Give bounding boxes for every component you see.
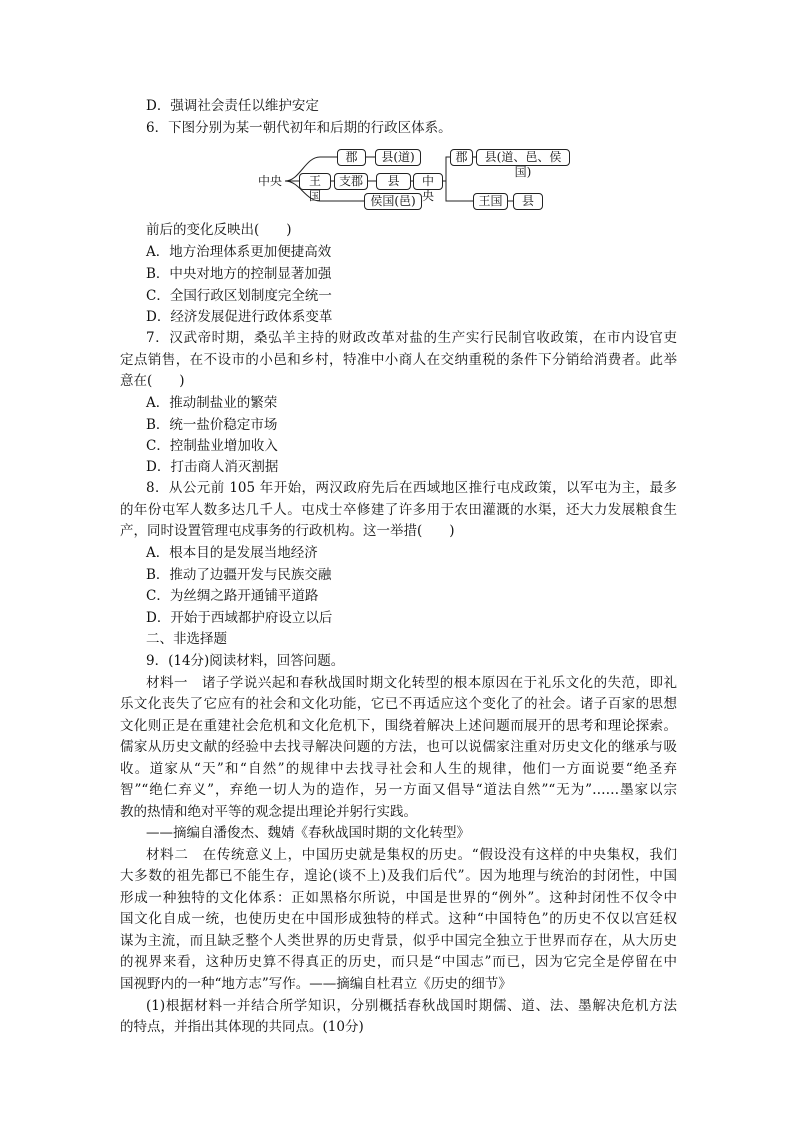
q7-option-d: D．打击商人消灭割据 — [146, 459, 279, 475]
q5-option-d: D．强调社会责任以维护安定 — [146, 98, 319, 114]
right-jun-box: 郡 — [450, 149, 473, 166]
material-1-line-4: 儒家从历史文献的经验中去找寻解决问题的方法，也可以说儒家注重对历史文化的继承与吸 — [120, 739, 677, 755]
left-jun-box: 郡 — [337, 149, 366, 166]
q6-option-c: C．全国行政区划制度完全统一 — [146, 288, 332, 304]
left-xian-box: 县 — [376, 173, 411, 190]
left-xian-dao-box: 县(道) — [375, 149, 421, 166]
q8-line-3: 产，同时设置管理屯戍事务的行政机构。这一举措( ) — [120, 523, 455, 539]
material-2-line-5: 谋为主流，而且缺乏整个人类世界的历史背景，似乎中国完全独立于世界而存在，从大历史 — [120, 933, 677, 949]
q7-line-3: 意在( ) — [120, 373, 185, 389]
right-center-box: 中央 — [413, 173, 443, 190]
left-wangguo-box: 王国 — [299, 173, 331, 190]
q7-line-1: 7．汉武帝时期，桑弘羊主持的财政改革对盐的生产实行民制官收政策，在市内设官吏 — [146, 330, 677, 346]
section-2-heading: 二、非选择题 — [146, 631, 227, 647]
q7-option-a: A．推动制盐业的繁荣 — [146, 395, 278, 411]
q7-line-2: 定点销售，在不设市的小邑和乡村，特准中小商人在交纳重税的条件下分销给消费者。此举 — [120, 352, 677, 368]
material-1-source: ——摘编自潘俊杰、魏婧《春秋战国时期的文化转型》 — [146, 825, 470, 841]
material-1-line-2: 乐文化丧失了它应有的社会和文化功能，它已不再适应这个变化了的社会。诸子百家的思想 — [120, 696, 677, 712]
left-houguo-box: 侯国(邑) — [364, 193, 422, 210]
left-zhijun-box: 支郡 — [334, 173, 368, 190]
q8-option-d: D．开始于西域都护府设立以后 — [146, 610, 333, 626]
right-xian-multi-box: 县(道、邑、侯国) — [476, 149, 570, 166]
right-wangguo-box: 王国 — [473, 193, 508, 210]
material-2-line-1: 材料二 在传统意义上，中国历史就是集权的历史。“假设没有这样的中央集权，我们 — [146, 847, 677, 863]
left-center-label: 中央 — [258, 174, 283, 188]
material-1-line-1: 材料一 诸子学说兴起和春秋战国时期文化转型的根本原因在于礼乐文化的失范，即礼 — [146, 675, 677, 691]
q6-option-d: D．经济发展促进行政体系变革 — [146, 309, 333, 325]
q6-question: 前后的变化反映出( ) — [146, 222, 292, 238]
material-2-line-2: 大多数的祖先都已不能生存，遑论(谈不上)及我们后代”。因为地理与统治的封闭性，中国 — [120, 868, 677, 884]
q8-option-c: C．为丝绸之路开通铺平道路 — [146, 588, 319, 604]
question-9-stem: 9．(14分)阅读材料，回答问题。 — [146, 653, 345, 669]
q7-option-c: C．控制盐业增加收入 — [146, 438, 278, 454]
material-1-line-7: 教的热情和绝对平等的观念提出理论并躬行实践。 — [120, 804, 417, 820]
material-2-line-3: 形成一种独特的文化体系：正如黑格尔所说，中国是世界的“例外”。这种封闭性不仅令中 — [120, 890, 677, 906]
q6-option-b: B．中央对地方的控制显著加强 — [146, 266, 332, 282]
q9-sub1-line-2: 的特点，并指出其体现的共同点。(10分) — [120, 1019, 364, 1035]
material-1-line-5: 收。道家从“天”和“自然”的规律中去找寻社会和人生的规律，他们一方面说要“绝圣弃 — [120, 761, 677, 777]
material-2-line-4: 国文化自成一统，也使历史在中国形成独特的样式。这种“中国特色”的历史不仅以宫廷权 — [120, 911, 677, 927]
q7-option-b: B．统一盐价稳定市场 — [146, 417, 278, 433]
q6-option-a: A．地方治理体系更加便捷高效 — [146, 244, 332, 260]
material-2-line-7: 国视野内的一种“地方志”写作。——摘编自杜君立《历史的细节》 — [120, 976, 512, 992]
material-1-line-3: 文化则正是在重建社会危机和文化危机下，围绕着解决上述问题而展开的思考和理论探索。 — [120, 718, 677, 734]
material-1-line-6: 智”“绝仁弃义”，弃绝一切人为的造作，另一方面又倡导“道法自然”“无为”……墨家以宗 — [120, 782, 677, 798]
q8-option-a: A．根本目的是发展当地经济 — [146, 545, 318, 561]
q8-option-b: B．推动了边疆开发与民族交融 — [146, 567, 332, 583]
admin-system-diagram — [0, 0, 794, 220]
question-6-stem: 6．下图分别为某一朝代初年和后期的行政区体系。 — [146, 120, 452, 136]
material-2-line-6: 的视界来看，这种历史算不得真正的历史，而只是“中国志”而已，因为它完全是停留在中 — [120, 954, 677, 970]
q9-sub1-line-1: (1)根据材料一并结合所学知识，分别概括春秋战国时期儒、道、法、墨解决危机方法 — [146, 998, 677, 1014]
right-xian-box: 县 — [513, 193, 543, 210]
q8-line-1: 8．从公元前 105 年开始，两汉政府先后在西域地区推行屯戍政策，以军屯为主，最多 — [146, 480, 677, 496]
q8-line-2: 的年份屯军人数多达几千人。屯戍士卒修建了许多用于农田灌溉的水渠，还大力发展粮食生 — [120, 502, 677, 518]
